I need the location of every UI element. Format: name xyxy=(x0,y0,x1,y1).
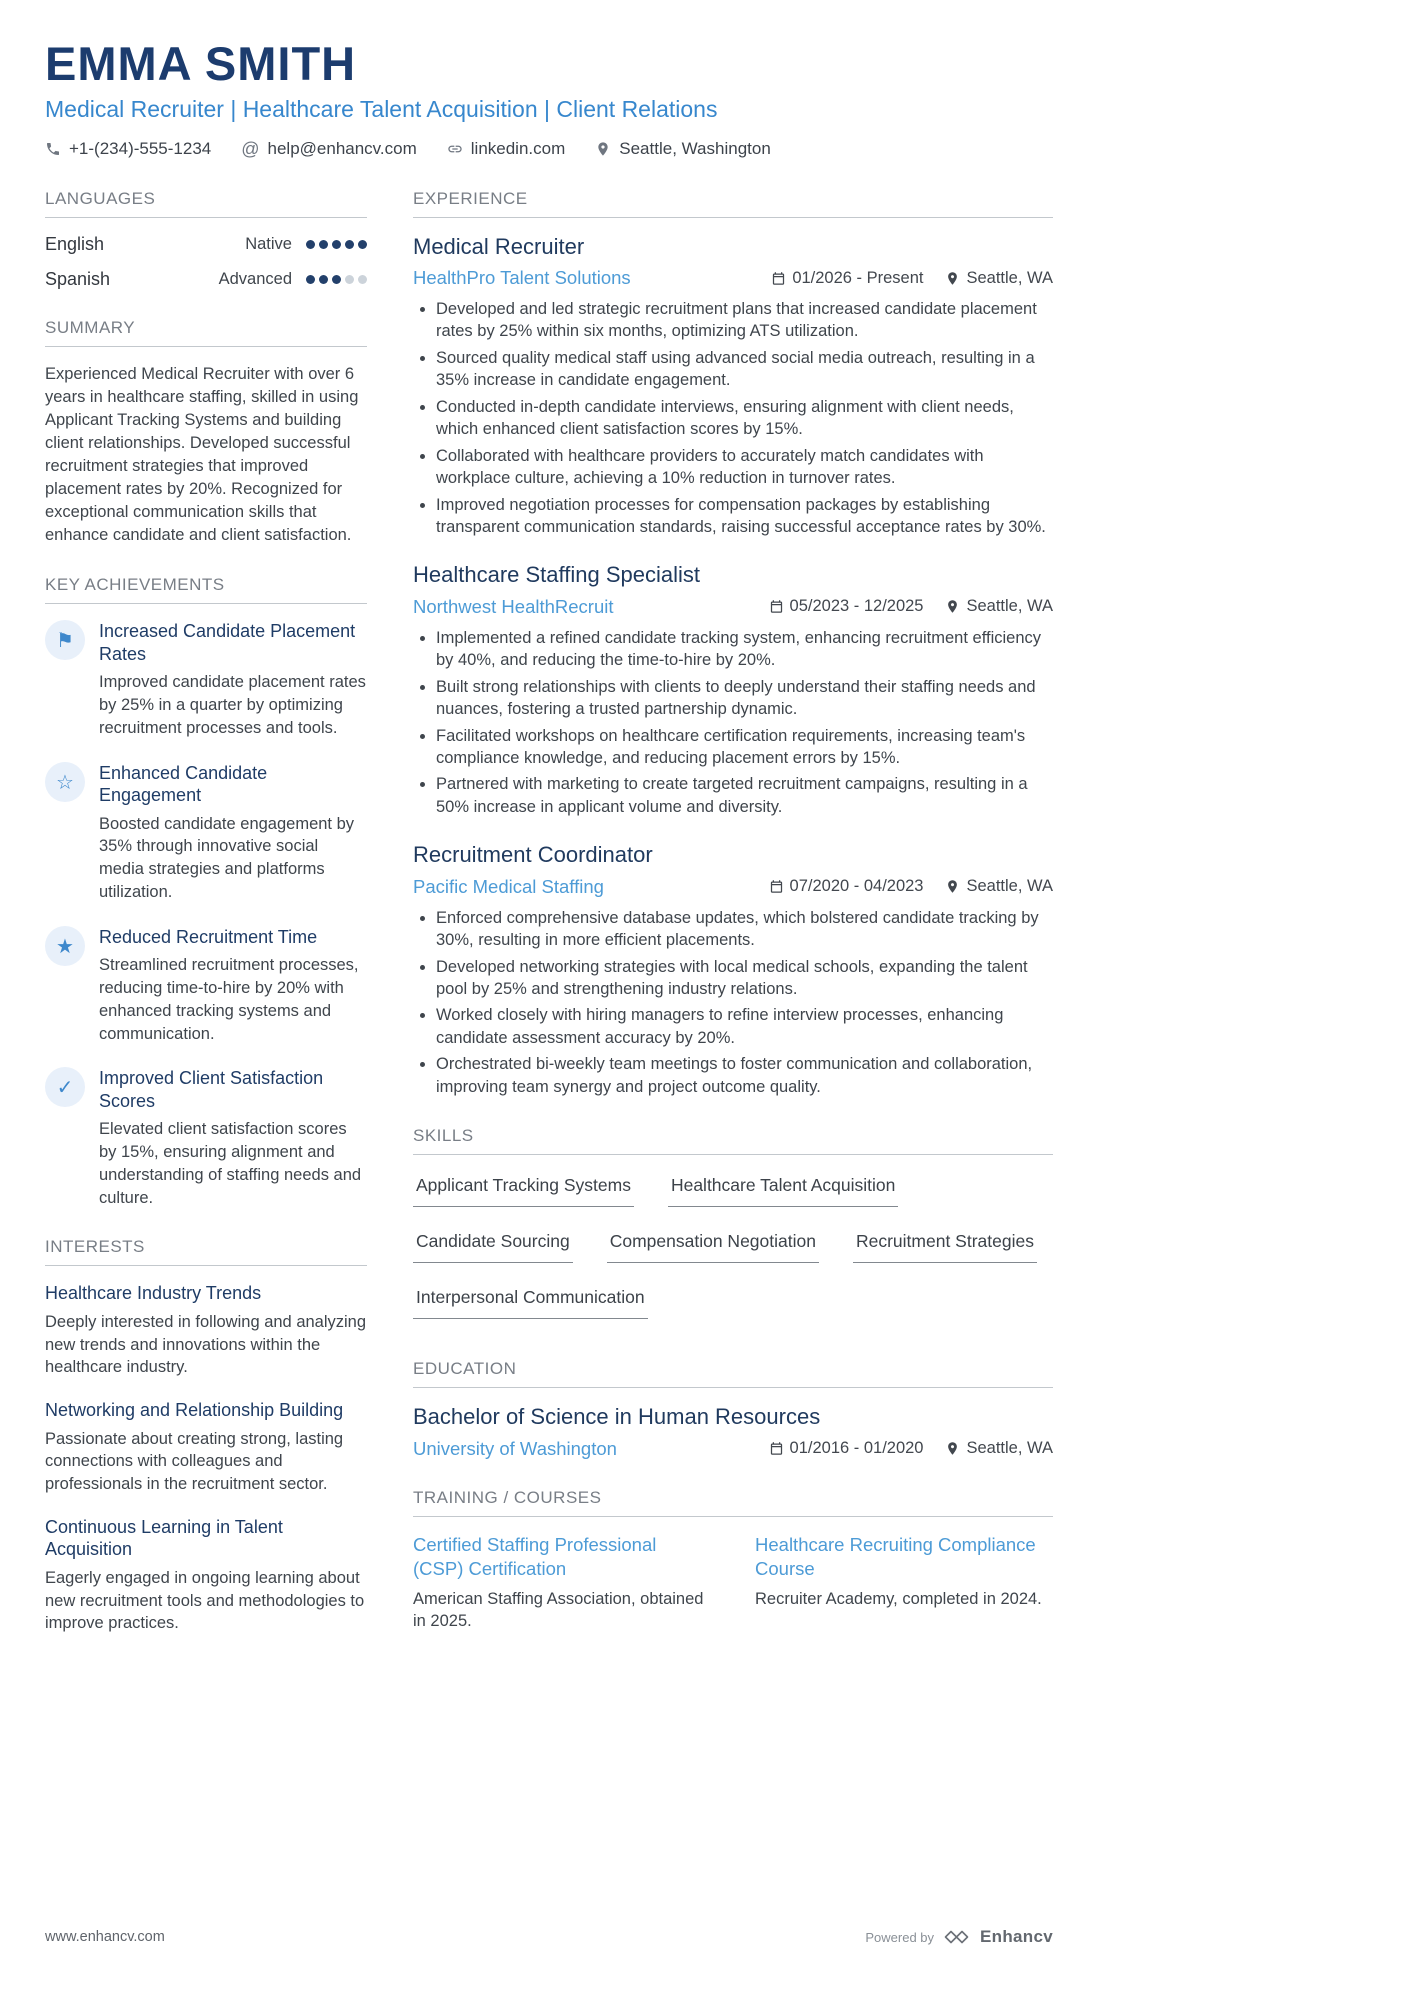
job-bullet-list xyxy=(413,907,1053,1099)
location-pin-icon xyxy=(945,1441,960,1456)
location-pin-icon xyxy=(945,879,960,894)
interests-heading: INTERESTS xyxy=(45,1237,367,1266)
proficiency-dot-filled xyxy=(319,240,328,249)
job-bullet: • Developed networking strategies with local medical schools, expanding the talent pool by 25% and strengthening industry relations. xyxy=(436,956,1053,1001)
job-entry xyxy=(413,234,1053,539)
contact-phone xyxy=(45,139,211,159)
course-title: Healthcare Recruiting Compliance Course xyxy=(755,1533,1036,1579)
interest-text: Deeply interested in following and analyzing new trends and innovations within the healthcare industry. xyxy=(45,1312,367,1377)
achievement-icon: ⚑ xyxy=(45,620,85,660)
proficiency-dot-filled xyxy=(319,275,328,284)
job-list xyxy=(413,234,1053,1099)
languages-section xyxy=(45,189,367,290)
interest-item xyxy=(45,1399,367,1496)
experience-section xyxy=(413,189,1053,1099)
proficiency-dot-filled xyxy=(332,275,341,284)
resume-header xyxy=(45,38,1410,159)
job-location xyxy=(945,269,1053,288)
achievement-icon: ✓ xyxy=(45,1067,85,1107)
language-proficiency-dots xyxy=(302,240,367,249)
language-level: Native xyxy=(245,234,292,253)
contact-phone-text: +1-(234)-555-1234 xyxy=(69,138,212,158)
page-footer xyxy=(45,1927,1053,1947)
job-subrow xyxy=(413,267,1053,289)
calendar-icon xyxy=(769,599,784,614)
interest-title: Continuous Learning in Talent Acquisition xyxy=(45,1516,283,1560)
skill-chip: Compensation Negotiation xyxy=(607,1231,819,1263)
achievement-body xyxy=(99,1067,367,1209)
languages-heading: LANGUAGES xyxy=(45,189,367,218)
summary-section xyxy=(45,318,367,548)
job-dates xyxy=(771,269,923,288)
contact-email[interactable] xyxy=(241,139,417,159)
contact-location xyxy=(595,139,771,159)
course-text: Recruiter Academy, completed in 2024. xyxy=(755,1589,1042,1608)
achievement-title: Increased Candidate Placement Rates xyxy=(99,621,356,664)
achievement-text: Elevated client satisfaction scores by 15%, ensuring alignment and understanding of staffing needs and culture. xyxy=(99,1120,362,1207)
language-row xyxy=(45,234,367,255)
job-dates xyxy=(769,877,924,896)
education-heading: EDUCATION xyxy=(413,1359,1053,1388)
link-icon xyxy=(447,141,463,157)
job-bullet-list xyxy=(413,298,1053,538)
location-pin-icon xyxy=(945,271,960,286)
proficiency-dot-filled xyxy=(332,240,341,249)
calendar-icon xyxy=(771,271,786,286)
job-subrow xyxy=(413,596,1053,618)
interest-item xyxy=(45,1282,367,1379)
course-text: American Staffing Association, obtained in 2025. xyxy=(413,1589,704,1631)
company-name: Pacific Medical Staffing xyxy=(413,875,604,897)
achievement-item xyxy=(45,926,367,1046)
job-subrow xyxy=(413,876,1053,898)
skills-heading: SKILLS xyxy=(413,1126,1053,1155)
proficiency-dot-filled xyxy=(306,240,315,249)
company-name: HealthPro Talent Solutions xyxy=(413,267,631,289)
proficiency-dot-empty xyxy=(358,275,367,284)
job-dates xyxy=(769,597,924,616)
language-level-group xyxy=(245,235,367,254)
language-level-group xyxy=(219,270,367,289)
achievement-body xyxy=(99,926,367,1046)
training-heading: TRAINING / COURSES xyxy=(413,1488,1053,1517)
job-dates-text: 01/2026 - Present xyxy=(792,268,924,287)
education-dates-text: 01/2016 - 01/2020 xyxy=(789,1439,924,1458)
key-achievements-heading: KEY ACHIEVEMENTS xyxy=(45,575,367,604)
skills-section xyxy=(413,1126,1053,1319)
job-bullet: • Partnered with marketing to create targeted recruitment campaigns, resulting in a 50% increase in applicant volume and diversity. xyxy=(436,773,1053,818)
achievement-body xyxy=(99,762,367,904)
school-name: University of Washington xyxy=(413,1437,617,1459)
achievement-text: Improved candidate placement rates by 25% in a quarter by optimizing recruitment processes and tools. xyxy=(99,673,366,737)
job-bullet: • Sourced quality medical staff using advanced social media outreach, resulting in a 35% increase in candidate engagement. xyxy=(436,347,1053,392)
company-name: Northwest HealthRecruit xyxy=(413,595,614,617)
contact-location-text: Seattle, Washington xyxy=(619,138,771,158)
job-meta xyxy=(769,597,1053,616)
job-location xyxy=(945,877,1053,896)
interest-list xyxy=(45,1282,367,1635)
interest-title: Networking and Relationship Building xyxy=(45,1400,344,1421)
language-name: Spanish xyxy=(45,268,111,289)
job-title: Healthcare Staffing Specialist xyxy=(413,562,700,588)
interest-item xyxy=(45,1516,367,1635)
job-location-text: Seattle, WA xyxy=(966,268,1053,287)
job-bullet: • Collaborated with healthcare providers to accurately match candidates with workplace culture, achieving a 10% reduction in turnover rates. xyxy=(436,445,1053,490)
training-section xyxy=(413,1488,1053,1634)
location-pin-icon xyxy=(945,599,960,614)
skill-chip: Recruitment Strategies xyxy=(853,1231,1037,1263)
language-level: Advanced xyxy=(218,269,292,288)
skill-chip: Applicant Tracking Systems xyxy=(413,1175,634,1207)
calendar-icon xyxy=(769,1441,784,1456)
language-name: English xyxy=(45,233,105,254)
skill-chip: Interpersonal Communication xyxy=(413,1287,648,1319)
summary-text: Experienced Medical Recruiter with over 6 years in healthcare staffing, skilled in using Applicant Tracking Systems and building client relationships. Developed successful recruitment strategies that improved placement rates by 20%. Recognized for exceptional communication skills that enhance candidate and client satisfaction. xyxy=(45,364,359,545)
calendar-icon xyxy=(769,879,784,894)
proficiency-dot-empty xyxy=(345,275,354,284)
achievement-icon: ★ xyxy=(45,926,85,966)
education-location xyxy=(945,1439,1053,1458)
at-icon: @ xyxy=(241,138,260,159)
job-entry xyxy=(413,562,1053,818)
achievement-item xyxy=(45,762,367,904)
powered-by-text: Powered by xyxy=(865,1929,935,1945)
job-bullet: • Worked closely with hiring managers to refine interview processes, enhancing candidate assessment accuracy by 20%. xyxy=(436,1004,1053,1049)
job-location xyxy=(945,597,1053,616)
left-column xyxy=(45,189,367,1664)
powered-by xyxy=(865,1927,1053,1947)
person-name: EMMA SMITH xyxy=(45,37,357,90)
course-item xyxy=(755,1533,1053,1634)
interest-text: Passionate about creating strong, lasting connections with colleagues and professionals in the recruitment sector. xyxy=(45,1429,344,1494)
contact-email-text[interactable]: help@enhancv.com xyxy=(267,138,417,158)
job-bullet: • Built strong relationships with clients to deeply understand their staffing needs and nuances, fostering a trusted partnership dynamic. xyxy=(436,676,1053,721)
job-location-text: Seattle, WA xyxy=(966,877,1053,896)
contact-row xyxy=(45,139,1410,159)
job-bullet-list xyxy=(413,627,1053,819)
job-entry xyxy=(413,842,1053,1098)
course-title: Certified Staffing Professional (CSP) Certification xyxy=(413,1533,657,1579)
job-dates-text: 05/2023 - 12/2025 xyxy=(789,597,924,616)
key-achievements-section xyxy=(45,575,367,1209)
job-bullet: • Developed and led strategic recruitment plans that increased candidate placement rates by 25% within six months, optimizing ATS utilization. xyxy=(436,298,1053,343)
summary-heading: SUMMARY xyxy=(45,318,367,347)
achievement-body xyxy=(99,620,367,739)
job-dates-text: 07/2020 - 04/2023 xyxy=(789,877,924,896)
language-list xyxy=(45,234,367,290)
achievement-title: Improved Client Satisfaction Scores xyxy=(99,1068,324,1111)
contact-link[interactable] xyxy=(447,139,566,159)
achievement-item xyxy=(45,620,367,739)
education-location-text: Seattle, WA xyxy=(966,1439,1053,1458)
achievement-item xyxy=(45,1067,367,1209)
proficiency-dot-filled xyxy=(306,275,315,284)
job-meta xyxy=(769,877,1053,896)
enhancv-logo-icon xyxy=(944,1929,970,1945)
job-title: Medical Recruiter xyxy=(413,233,585,259)
language-proficiency-dots xyxy=(302,275,367,284)
achievement-title: Enhanced Candidate Engagement xyxy=(99,762,268,806)
job-location-text: Seattle, WA xyxy=(966,597,1053,616)
job-bullet: • Conducted in-depth candidate interviews, ensuring alignment with client needs, which enhanced client satisfaction scores by 15%. xyxy=(436,396,1053,441)
job-bullet: • Facilitated workshops on healthcare certification requirements, increasing team's compliance knowledge, and reducing placement errors by 15%. xyxy=(436,725,1053,770)
course-list xyxy=(413,1533,1053,1634)
interest-title: Healthcare Industry Trends xyxy=(45,1283,262,1304)
job-title: Recruitment Coordinator xyxy=(413,842,653,868)
achievement-text: Boosted candidate engagement by 35% through innovative social media strategies and platforms utilization. xyxy=(99,814,355,901)
achievement-title: Reduced Recruitment Time xyxy=(99,926,318,947)
achievement-list xyxy=(45,620,367,1209)
phone-icon xyxy=(45,141,61,157)
achievement-text: Streamlined recruitment processes, reducing time-to-hire by 20% with enhanced tracking systems and communication. xyxy=(99,956,359,1043)
job-bullet: • Orchestrated bi-weekly team meetings to foster communication and collaboration, improving team synergy and project outcome quality. xyxy=(436,1053,1053,1098)
proficiency-dot-filled xyxy=(345,240,354,249)
proficiency-dot-filled xyxy=(358,240,367,249)
achievement-icon: ☆ xyxy=(45,762,85,802)
right-column xyxy=(413,189,1053,1664)
skill-chip: Healthcare Talent Acquisition xyxy=(668,1175,898,1207)
skill-chip: Candidate Sourcing xyxy=(413,1231,573,1263)
job-bullet: • Implemented a refined candidate tracking system, enhancing recruitment efficiency by 40%, and reducing the time-to-hire by 20%. xyxy=(436,627,1053,672)
job-meta xyxy=(771,269,1053,288)
education-subrow xyxy=(413,1438,1053,1460)
enhancv-site-link[interactable]: www.enhancv.com xyxy=(45,1929,165,1945)
job-bullet: • Improved negotiation processes for compensation packages by establishing transparent communication standards, raising successful acceptance rates by 30%. xyxy=(436,494,1053,539)
course-item xyxy=(413,1533,711,1634)
education-dates xyxy=(769,1439,924,1458)
education-meta xyxy=(769,1439,1053,1458)
language-row xyxy=(45,269,367,290)
contact-link-text[interactable]: linkedin.com xyxy=(470,138,566,158)
education-section xyxy=(413,1359,1053,1459)
enhancv-brand: Enhancv xyxy=(980,1927,1053,1946)
person-title: Medical Recruiter | Healthcare Talent Acquisition | Client Relations xyxy=(45,95,718,122)
degree-title: Bachelor of Science in Human Resources xyxy=(413,1404,821,1430)
interest-text: Eagerly engaged in ongoing learning about new recruitment tools and methodologies to improve practices. xyxy=(45,1568,365,1633)
job-bullet: • Enforced comprehensive database updates, which bolstered candidate tracking by 30%, resulting in more efficient placements. xyxy=(436,907,1053,952)
location-pin-icon xyxy=(595,141,611,157)
skill-list xyxy=(413,1171,1053,1319)
interests-section xyxy=(45,1237,367,1635)
experience-heading: EXPERIENCE xyxy=(413,189,1053,218)
